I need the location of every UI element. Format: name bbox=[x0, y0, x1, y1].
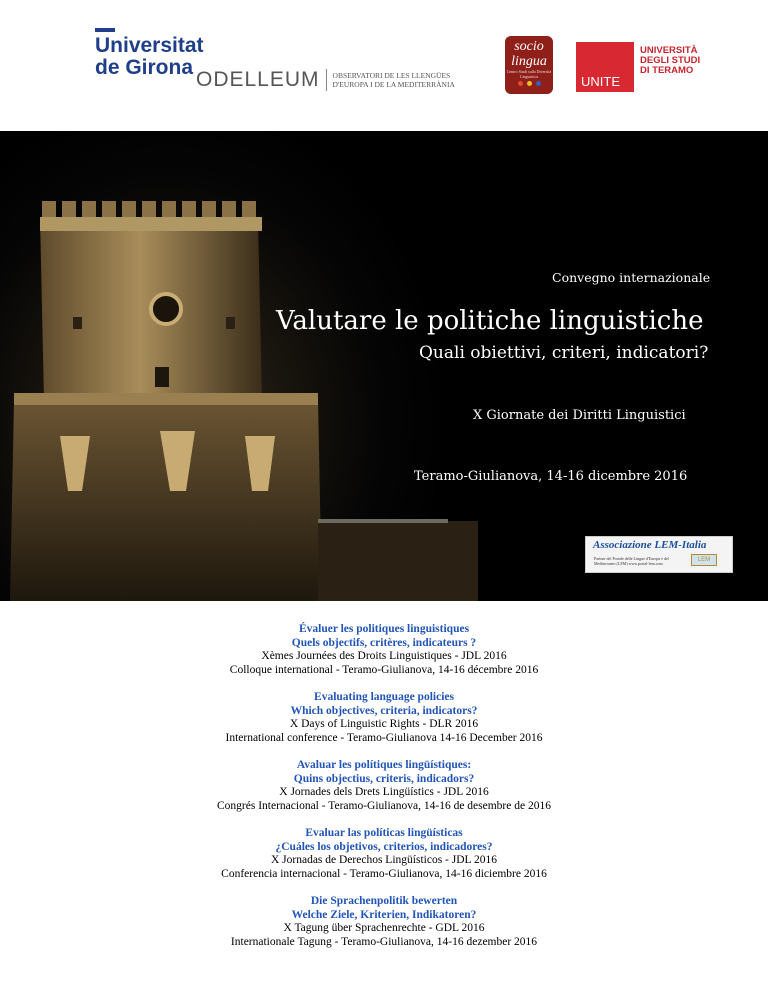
unite-line1: UNIVERSITÀ bbox=[640, 45, 698, 56]
unite-line3: DI TERAMO bbox=[640, 65, 694, 76]
unite-word: UNITE bbox=[581, 74, 620, 89]
lem-italia-logo bbox=[585, 536, 733, 573]
block-line-1: X Tagung über Sprachenrechte - GDL 2016 bbox=[283, 922, 485, 934]
block-french bbox=[0, 623, 768, 677]
block-line-1: X Jornades dels Drets Lingüístics - JDL 2016 bbox=[279, 786, 489, 798]
block-heading-2: Which objectives, criteria, indicators? bbox=[290, 704, 478, 717]
red-dot-icon bbox=[518, 81, 523, 86]
block-line-1: X Jornadas de Derechos Lingüísticos - JDL 2016 bbox=[270, 854, 497, 866]
unite-line2: DEGLI STUDI bbox=[640, 55, 701, 66]
yellow-dot-icon bbox=[527, 81, 532, 86]
block-line-2: Colloque international - Teramo-Giulianova, 14-16 décembre 2016 bbox=[229, 663, 539, 676]
multilingual-summary bbox=[0, 623, 768, 963]
banner-kicker: Convegno internazionale bbox=[552, 270, 711, 285]
socio-dots bbox=[505, 81, 553, 86]
block-heading-2: Quins objectius, criteris, indicadors? bbox=[293, 772, 475, 785]
odelleum-logo bbox=[196, 68, 455, 92]
block-heading-2: Quels objectifs, critères, indicateurs ? bbox=[291, 636, 477, 649]
odelleum-sub-line1: OBSERVATORI DE LES LLENGÜES bbox=[332, 71, 451, 80]
conference-banner bbox=[0, 131, 768, 601]
banner-event: X Giornate dei Diritti Linguistici bbox=[473, 408, 686, 423]
block-heading-1: Avaluar les polítiques lingüístiques: bbox=[296, 759, 472, 771]
block-heading-1: Évaluer les politiques linguistiques bbox=[298, 623, 470, 635]
socio-line2: lingua bbox=[511, 54, 547, 69]
odelleum-separator bbox=[326, 69, 327, 91]
udg-line1: Universitat bbox=[95, 34, 204, 57]
block-catalan bbox=[0, 759, 768, 813]
universitat-de-girona-logo bbox=[95, 28, 204, 79]
block-line-1: X Days of Linguistic Rights - DLR 2016 bbox=[289, 718, 479, 730]
block-line-2: Internationale Tagung - Teramo-Giulianova, 14-16 dezember 2016 bbox=[230, 935, 538, 948]
block-heading-1: Evaluar las políticas lingüísticas bbox=[305, 827, 463, 839]
socio-tagline: Centro Studi sulla Diversità Linguistica bbox=[506, 69, 552, 79]
banner-subtitle: Quali obiettivi, criteri, indicatori? bbox=[419, 343, 709, 363]
odelleum-sub-line2: D'EUROPA I DE LA MEDITERRÀNIA bbox=[332, 80, 455, 89]
block-english bbox=[0, 691, 768, 745]
odelleum-subtitle bbox=[333, 71, 455, 89]
lem-subtitle: Partner del Portale delle Lingue d'Europa e del Mediterraneo (LEM) www.portal-lem.com bbox=[594, 556, 669, 566]
udg-line2: de Girona bbox=[95, 56, 194, 79]
block-heading-1: Die Sprachenpolitik bewerten bbox=[310, 895, 458, 907]
banner-dates: Teramo-Giulianova, 14-16 dicembre 2016 bbox=[414, 469, 688, 484]
block-heading-2: ¿Cuáles los objetivos, criterios, indicadores? bbox=[275, 840, 493, 853]
tower-illustration bbox=[0, 131, 768, 601]
block-heading-2: Welche Ziele, Kriterien, Indikatoren? bbox=[291, 908, 477, 921]
block-line-1: Xèmes Journées des Droits Linguistiques - JDL 2016 bbox=[261, 650, 507, 662]
unite-university-name bbox=[640, 46, 700, 76]
banner-title: Valutare le politiche linguistiche bbox=[276, 306, 704, 336]
socio-line1: socio bbox=[514, 39, 544, 54]
block-line-2: International conference - Teramo-Giulianova 14-16 December 2016 bbox=[225, 731, 543, 744]
odelleum-brand: ODELLEUM bbox=[196, 68, 320, 91]
block-heading-1: Evaluating language policies bbox=[314, 691, 454, 703]
blue-dot-icon bbox=[536, 81, 541, 86]
udg-mark bbox=[95, 28, 115, 32]
sociolingua-logo bbox=[505, 36, 553, 94]
block-german bbox=[0, 895, 768, 949]
lem-title: Associazione LEM-Italia bbox=[593, 539, 707, 551]
unite-logo-block bbox=[576, 42, 634, 92]
block-line-2: Congrés Internacional - Teramo-Giulianova, 14-16 de desembre de 2016 bbox=[217, 799, 551, 812]
block-line-2: Conferencia internacional - Teramo-Giulianova, 14-16 diciembre 2016 bbox=[221, 867, 547, 880]
block-spanish bbox=[0, 827, 768, 881]
lem-badge-icon: LEM bbox=[691, 554, 717, 566]
